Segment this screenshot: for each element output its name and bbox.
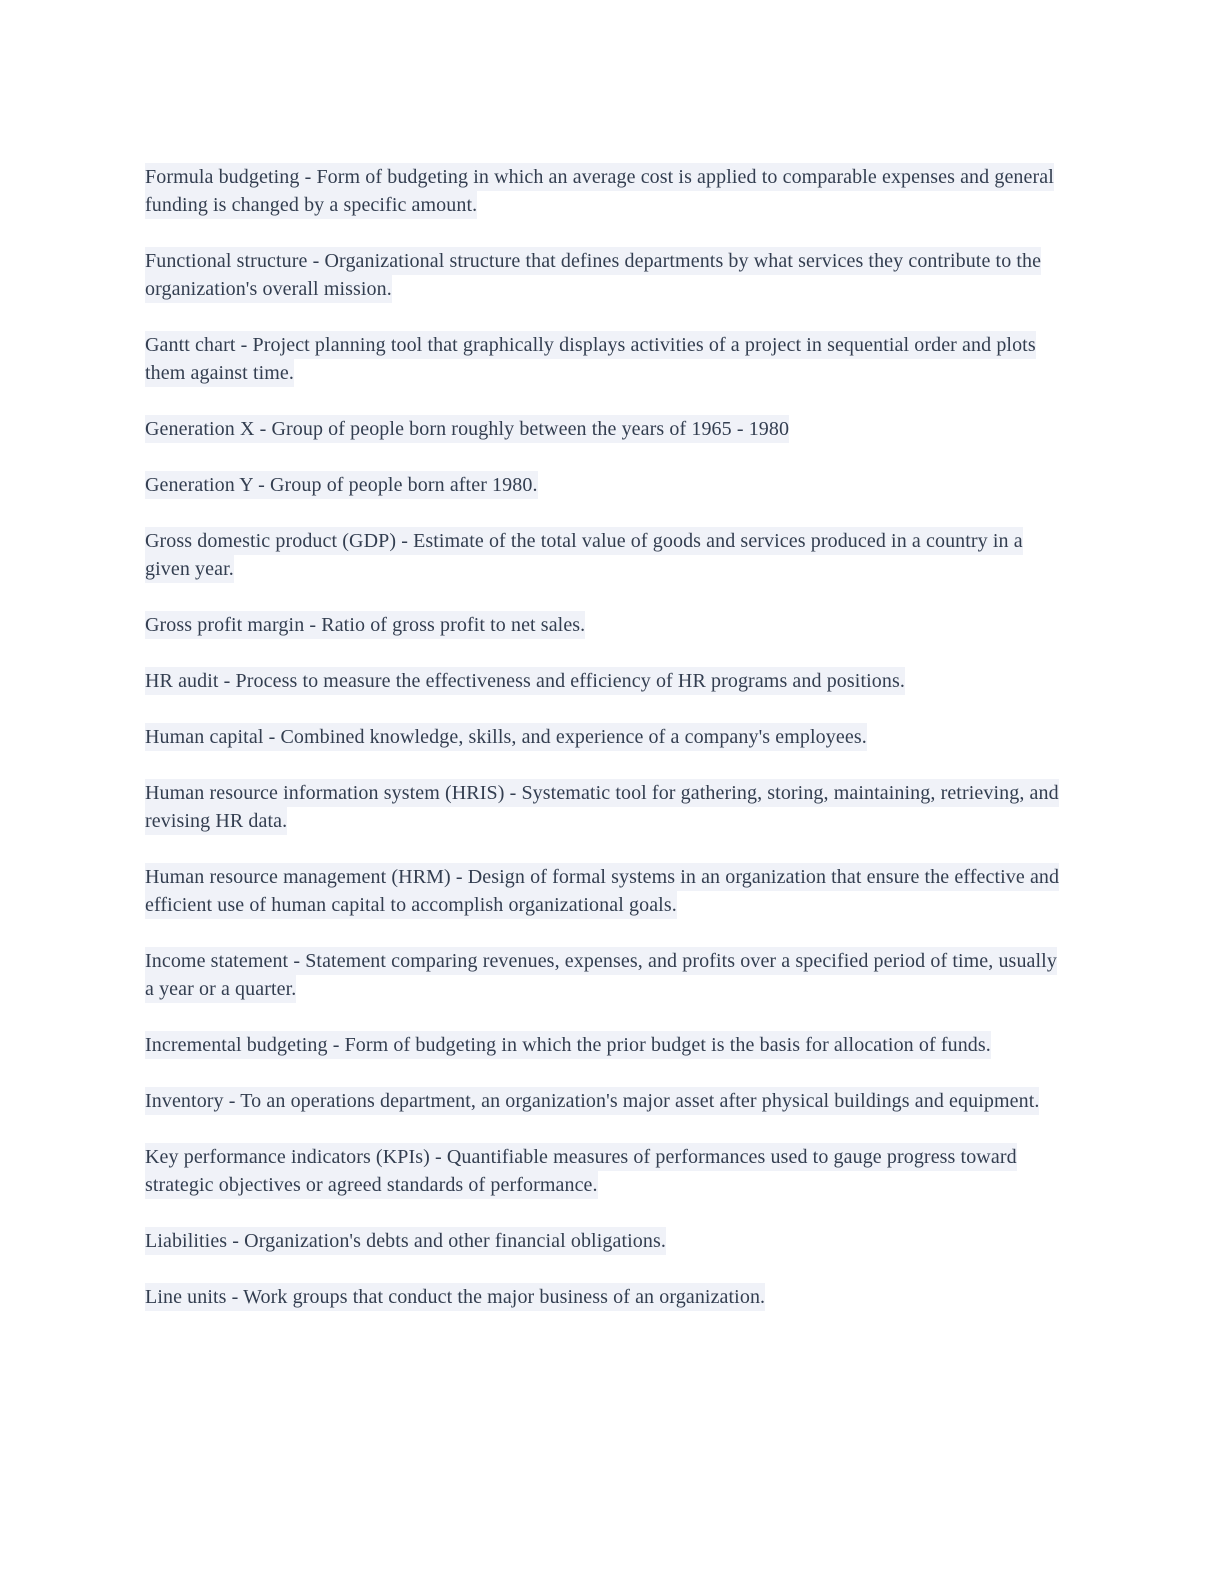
- glossary-definition: Form of budgeting in which the prior budget is the basis for allocation of funds.: [345, 1031, 991, 1059]
- glossary-definition: Project planning tool that graphically displays activities of a project in sequential order and plots them against time.: [145, 331, 1036, 387]
- glossary-list: [145, 163, 1060, 1311]
- glossary-term: Incremental budgeting: [145, 1031, 328, 1059]
- term-definition-separator: -: [451, 863, 468, 891]
- glossary-entry: [145, 1143, 1060, 1199]
- glossary-definition: To an operations department, an organization's major asset after physical buildings and equipment.: [240, 1087, 1039, 1115]
- glossary-definition: Ratio of gross profit to net sales.: [321, 611, 585, 639]
- glossary-entry: [145, 1283, 1060, 1311]
- term-definition-separator: -: [288, 947, 305, 975]
- term-definition-separator: -: [227, 1227, 244, 1255]
- glossary-term: Gantt chart: [145, 331, 236, 359]
- glossary-term: Human capital: [145, 723, 263, 751]
- glossary-entry: [145, 163, 1060, 219]
- term-definition-separator: -: [253, 471, 270, 499]
- term-definition-separator: -: [304, 611, 321, 639]
- glossary-entry: [145, 471, 1060, 499]
- term-definition-separator: -: [263, 723, 280, 751]
- glossary-term: Functional structure: [145, 247, 308, 275]
- glossary-term: Gross profit margin: [145, 611, 304, 639]
- glossary-definition: Quantifiable measures of performances used to gauge progress toward strategic objectives or agreed standards of performance.: [145, 1143, 1017, 1199]
- glossary-term: Income statement: [145, 947, 288, 975]
- glossary-definition: Estimate of the total value of goods and services produced in a country in a given year.: [145, 527, 1023, 583]
- glossary-definition: Organization's debts and other financial obligations.: [244, 1227, 666, 1255]
- term-definition-separator: -: [255, 415, 272, 443]
- glossary-definition: Form of budgeting in which an average cost is applied to comparable expenses and general funding is changed by a specific amount.: [145, 163, 1054, 219]
- glossary-definition: Group of people born roughly between the years of 1965 - 1980: [271, 415, 789, 443]
- glossary-entry: [145, 247, 1060, 303]
- glossary-term: Liabilities: [145, 1227, 227, 1255]
- glossary-term: Generation Y: [145, 471, 253, 499]
- glossary-definition: Process to measure the effectiveness and efficiency of HR programs and positions.: [236, 667, 905, 695]
- glossary-term: Human resource information system (HRIS): [145, 779, 504, 807]
- glossary-term: Key performance indicators (KPIs): [145, 1143, 430, 1171]
- term-definition-separator: -: [224, 1087, 241, 1115]
- term-definition-separator: -: [308, 247, 325, 275]
- term-definition-separator: -: [227, 1283, 244, 1311]
- glossary-term: Gross domestic product (GDP): [145, 527, 396, 555]
- glossary-entry: [145, 667, 1060, 695]
- term-definition-separator: -: [219, 667, 236, 695]
- glossary-entry: [145, 723, 1060, 751]
- glossary-entry: [145, 947, 1060, 1003]
- term-definition-separator: -: [328, 1031, 345, 1059]
- term-definition-separator: -: [396, 527, 413, 555]
- glossary-term: Formula budgeting: [145, 163, 299, 191]
- glossary-term: Human resource management (HRM): [145, 863, 451, 891]
- glossary-term: Inventory: [145, 1087, 224, 1115]
- glossary-entry: [145, 863, 1060, 919]
- glossary-term: Line units: [145, 1283, 227, 1311]
- term-definition-separator: -: [430, 1143, 447, 1171]
- glossary-entry: [145, 415, 1060, 443]
- glossary-entry: [145, 611, 1060, 639]
- glossary-entry: [145, 331, 1060, 387]
- glossary-entry: [145, 1087, 1060, 1115]
- glossary-definition: Organizational structure that defines departments by what services they contribute to the organization's overall mission.: [145, 247, 1041, 303]
- glossary-definition: Statement comparing revenues, expenses, and profits over a specified period of time, usually a year or a quarter.: [145, 947, 1057, 1003]
- glossary-term: Generation X: [145, 415, 255, 443]
- glossary-entry: [145, 1227, 1060, 1255]
- glossary-definition: Design of formal systems in an organization that ensure the effective and efficient use of human capital to accomplish organizational goals.: [145, 863, 1059, 919]
- term-definition-separator: -: [299, 163, 316, 191]
- glossary-definition: Group of people born after 1980.: [270, 471, 538, 499]
- glossary-definition: Combined knowledge, skills, and experience of a company's employees.: [280, 723, 866, 751]
- glossary-definition: Work groups that conduct the major business of an organization.: [243, 1283, 765, 1311]
- glossary-entry: [145, 779, 1060, 835]
- glossary-definition: Systematic tool for gathering, storing, maintaining, retrieving, and revising HR data.: [145, 779, 1059, 835]
- glossary-term: HR audit: [145, 667, 219, 695]
- glossary-entry: [145, 1031, 1060, 1059]
- glossary-entry: [145, 527, 1060, 583]
- term-definition-separator: -: [236, 331, 253, 359]
- term-definition-separator: -: [504, 779, 521, 807]
